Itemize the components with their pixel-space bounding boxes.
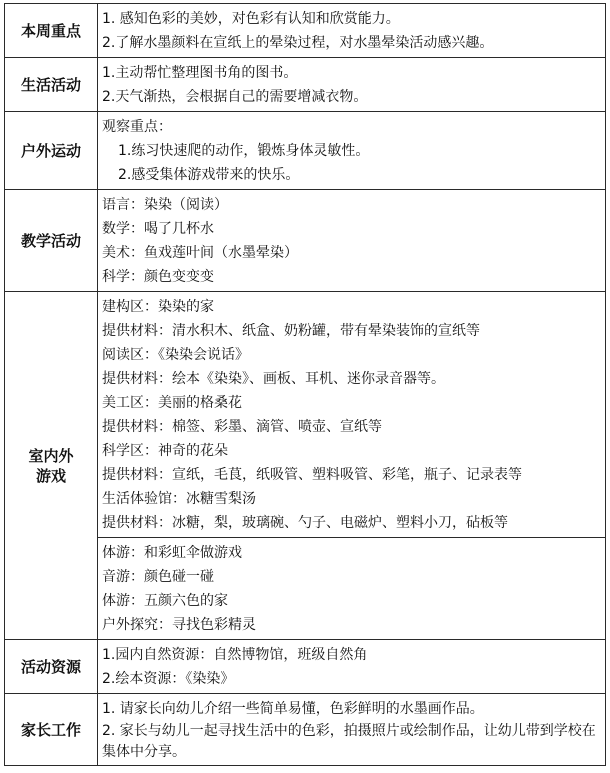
- content-line: 提供材料：棉签、彩墨、滴管、喷壶、宣纸等: [102, 419, 382, 435]
- content-line: 美工区：美丽的格桑花: [102, 395, 242, 411]
- content-line: 生活体验馆：冰糖雪梨汤: [102, 491, 256, 507]
- content-line: 提供材料：绘本《染染》、画板、耳机、迷你录音器等。: [102, 371, 445, 387]
- row-content-teaching-activities: [98, 190, 606, 292]
- row-label-games: [5, 292, 98, 640]
- row-weekly-focus: [5, 4, 606, 58]
- content-line: 音游：颜色碰一碰: [102, 569, 214, 585]
- content-line: 户外探究：寻找色彩精灵: [102, 617, 256, 633]
- content-line: 2.了解水墨颜料在宣纸上的晕染过程，对水墨晕染活动感兴趣。: [102, 35, 494, 51]
- row-content-daily-life: [98, 58, 606, 112]
- row-games-indoor: [5, 292, 606, 538]
- row-content-activity-resources: [98, 640, 606, 694]
- content-line: 美术：鱼戏莲叶间（水墨晕染）: [102, 245, 298, 261]
- content-line: 1.主动帮忙整理图书角的图书。: [102, 65, 298, 81]
- row-teaching-activities: [5, 190, 606, 292]
- content-line: 1. 感知色彩的美妙，对色彩有认知和欣赏能力。: [102, 11, 400, 27]
- content-line: 科学区：神奇的花朵: [102, 443, 228, 459]
- content-line: 2.感受集体游戏带来的快乐。: [118, 167, 300, 183]
- content-line: 提供材料：宣纸，毛茛，纸吸管、塑料吸管、彩笔，瓶子、记录表等: [102, 467, 522, 483]
- row-content-outdoor-games: [98, 538, 606, 640]
- content-line: 体游：五颜六色的家: [102, 593, 228, 609]
- content-line: 阅读区：《染染会说话》: [102, 347, 249, 363]
- row-activity-resources: [5, 640, 606, 694]
- content-line: 观察重点：: [102, 119, 172, 135]
- row-label-games-line1: 室内外: [28, 446, 74, 465]
- content-line: 1. 请家长向幼儿介绍一些简单易懂，色彩鲜明的水墨画作品。: [102, 701, 484, 717]
- row-label-games-line2: 游戏: [35, 466, 66, 485]
- row-label-activity-resources: 活动资源: [5, 640, 98, 694]
- content-line: 提供材料：清水积木、纸盒、奶粉罐，带有晕染装饰的宣纸等: [102, 323, 480, 339]
- content-line: 体游：和彩虹伞做游戏: [102, 545, 242, 561]
- row-content-outdoor-sports: [98, 112, 606, 190]
- row-label-daily-life: 生活活动: [5, 58, 98, 112]
- content-line: 2.绘本资源：《染染》: [102, 671, 235, 687]
- row-label-parent-work: 家长工作: [5, 694, 98, 766]
- content-line: 2. 家长与幼儿一起寻找生活中的色彩，拍摄照片或绘制作品，让幼儿带到学校在集体中分享。: [102, 723, 596, 760]
- row-outdoor-sports: [5, 112, 606, 190]
- content-line: 提供材料：冰糖，梨，玻璃碗、勺子、电磁炉、塑料小刀，砧板等: [102, 515, 508, 531]
- row-content-weekly-focus: [98, 4, 606, 58]
- row-content-indoor-games: [98, 292, 606, 538]
- content-line: 2.天气渐热，会根据自己的需要增减衣物。: [102, 89, 368, 105]
- weekly-plan-table: [4, 3, 606, 766]
- content-line: 1.练习快速爬的动作，锻炼身体灵敏性。: [118, 143, 370, 159]
- content-line: 科学：颜色变变变: [102, 269, 214, 285]
- row-daily-life: [5, 58, 606, 112]
- content-line: 1.园内自然资源：自然博物馆，班级自然角: [102, 647, 368, 663]
- row-parent-work: [5, 694, 606, 766]
- content-line: 语言：染染（阅读）: [102, 197, 228, 213]
- row-label-outdoor-sports: 户外运动: [5, 112, 98, 190]
- row-label-teaching-activities: 教学活动: [5, 190, 98, 292]
- row-content-parent-work: [98, 694, 606, 766]
- content-line: 数学：喝了几杯水: [102, 221, 214, 237]
- content-line: 建构区：染染的家: [102, 299, 214, 315]
- row-label-weekly-focus: 本周重点: [5, 4, 98, 58]
